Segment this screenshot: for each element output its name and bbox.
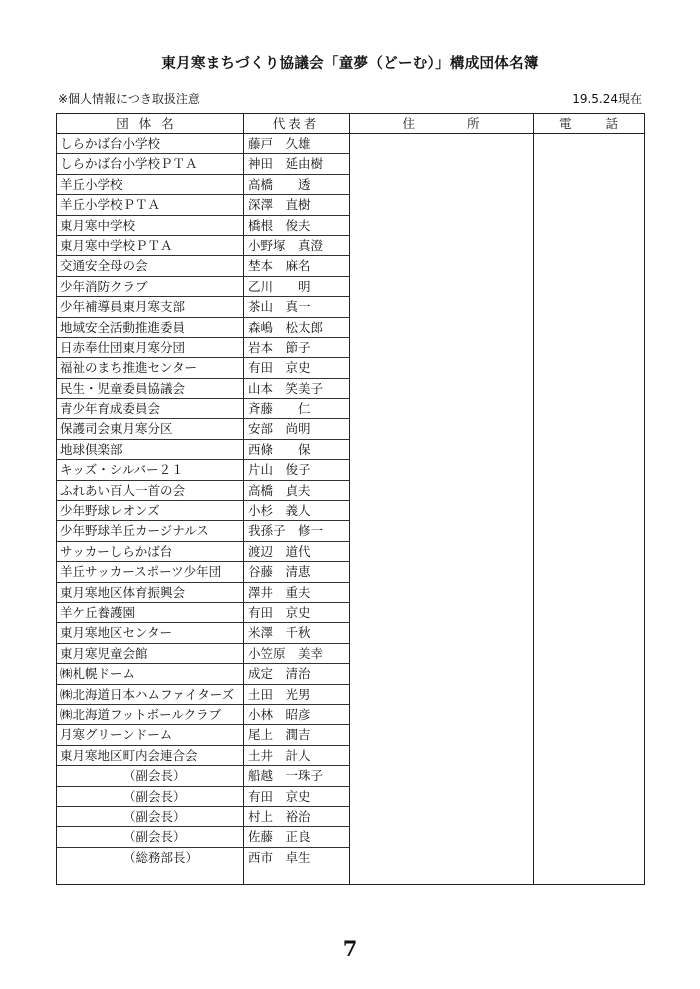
table-row	[57, 664, 349, 684]
organization-name: 東月寒児童会館	[60, 645, 148, 661]
representative-name: 尾上 潤吉	[248, 727, 311, 743]
table-row	[57, 460, 349, 480]
representative-name: 高橋 透	[248, 176, 311, 192]
organization-name: 地域安全活動推進委員	[60, 319, 186, 335]
representative-name: 佐藤 正良	[248, 829, 311, 845]
organization-name: 月寒グリーンドーム	[60, 727, 173, 743]
organization-name: 民生・児童委員協議会	[60, 380, 186, 396]
organization-name: 地球倶楽部	[60, 441, 123, 457]
organization-name: 東月寒地区体育振興会	[60, 584, 186, 600]
representative-name: 小笠原 美幸	[248, 645, 324, 661]
organization-name: サッカーしらかば台	[60, 543, 173, 559]
privacy-note: ※個人情報につき取扱注意	[58, 92, 200, 106]
table-row	[57, 318, 349, 338]
header-representative: 代表者	[272, 116, 320, 131]
table-row	[57, 379, 349, 399]
table-row	[57, 256, 349, 276]
representative-name: 小杉 義人	[248, 503, 311, 519]
organization-name: 羊ケ丘養護園	[60, 604, 136, 620]
table-row	[57, 827, 349, 847]
organization-name: ㈱北海道フットボールクラブ	[60, 706, 222, 722]
table-row	[57, 644, 349, 664]
table-row	[57, 623, 349, 643]
table-row	[57, 685, 349, 705]
representative-name: 我孫子 修一	[248, 523, 324, 539]
representative-name: 神田 延由樹	[248, 156, 324, 172]
table-row	[57, 725, 349, 745]
representative-name: 小野塚 真澄	[248, 237, 324, 253]
representative-name: 西市 卓生	[248, 849, 311, 865]
organization-name: 東月寒地区センター	[60, 625, 173, 641]
page-number: 7	[342, 936, 358, 961]
representative-name: 茶山 真一	[248, 299, 311, 315]
organization-name: （総務部長）	[123, 849, 199, 865]
organization-name: ㈱札幌ドーム	[60, 666, 136, 682]
organization-name: 少年補導員東月寒支部	[60, 299, 186, 315]
representative-name: 乙川 明	[248, 278, 311, 294]
representative-name: 有田 京史	[248, 360, 311, 376]
organization-name: 少年野球レオンズ	[60, 503, 160, 519]
representative-name: 澤井 重夫	[248, 584, 311, 600]
representative-name: 米澤 千秋	[248, 625, 311, 641]
organization-name: 羊丘小学校	[60, 176, 123, 192]
organization-name: しらかば台小学校ＰＴＡ	[60, 156, 198, 172]
table-row	[57, 501, 349, 521]
organization-name: 青少年育成委員会	[60, 401, 161, 417]
representative-name: 有田 京史	[248, 788, 311, 804]
representative-name: 片山 俊子	[248, 462, 311, 478]
table-row	[57, 440, 349, 460]
representative-name: 深澤 直樹	[248, 197, 311, 213]
organization-name: 福祉のまち推進センター	[60, 360, 198, 376]
member-table	[56, 113, 645, 885]
representative-name: 渡辺 道代	[248, 543, 311, 559]
header-address: 住 所	[402, 116, 480, 131]
table-row	[57, 358, 349, 378]
table-row	[57, 216, 349, 236]
representative-name: 斉藤 仁	[248, 401, 311, 417]
organization-name: 交通安全母の会	[60, 258, 148, 274]
representative-name: 谷藤 清恵	[248, 564, 311, 580]
organization-name: 東月寒地区町内会連合会	[60, 747, 198, 763]
as-of-date: 19.5.24現在	[572, 92, 642, 106]
representative-name: 村上 裕治	[248, 808, 311, 824]
table-row	[57, 195, 349, 215]
representative-name: 森嶋 松太郎	[248, 319, 324, 335]
organization-name: しらかば台小学校	[60, 136, 161, 151]
organization-name: ㈱北海道日本ハムファイターズ	[60, 686, 235, 702]
table-row	[57, 277, 349, 297]
table-row	[57, 705, 349, 725]
table-row	[57, 236, 349, 256]
organization-name: キッズ・シルバー２１	[60, 462, 184, 478]
table-row	[57, 175, 349, 195]
table-row	[57, 603, 349, 623]
organization-name: 保護司会東月寒分区	[60, 421, 173, 437]
table-row	[57, 807, 349, 827]
table-row	[57, 338, 349, 358]
organization-name: ふれあい百人一首の会	[60, 482, 186, 498]
representative-name: 土田 光男	[248, 686, 311, 702]
column-divider	[349, 114, 350, 884]
table-row	[57, 583, 349, 603]
representative-name: 埜本 麻名	[248, 258, 311, 274]
organization-name: 少年野球羊丘カージナルス	[60, 523, 209, 539]
organization-name: 東月寒中学校	[60, 217, 136, 233]
table-row	[57, 297, 349, 317]
table-row	[57, 134, 349, 154]
organization-name: 羊丘小学校ＰＴＡ	[60, 197, 161, 213]
table-header	[57, 114, 644, 134]
organization-name: 羊丘サッカースポーツ少年団	[60, 564, 222, 580]
representative-name: 有田 京史	[248, 604, 311, 620]
table-row	[57, 787, 349, 807]
column-divider	[533, 114, 534, 884]
table-body	[57, 134, 349, 868]
representative-name: 安部 尚明	[248, 421, 311, 437]
representative-name: 岩本 節子	[248, 339, 311, 355]
representative-name: 小林 昭彦	[248, 706, 311, 722]
table-row	[57, 542, 349, 562]
representative-name: 藤戸 久雄	[248, 136, 311, 151]
organization-name: （副会長）	[123, 788, 186, 804]
representative-name: 土井 計人	[248, 747, 311, 763]
page-title: 東月寒まちづくり協議会「童夢（どーむ）」構成団体名簿	[161, 56, 539, 72]
table-row	[57, 848, 349, 868]
header-organization: 団体名	[116, 116, 184, 131]
representative-name: 西條 保	[248, 441, 311, 457]
table-row	[57, 746, 349, 766]
representative-name: 橋根 俊夫	[248, 217, 311, 233]
representative-name: 山本 笑美子	[248, 380, 324, 396]
organization-name: 日赤奉仕団東月寒分団	[60, 339, 186, 355]
table-row	[57, 154, 349, 174]
representative-name: 船越 一珠子	[248, 768, 324, 784]
table-row	[57, 766, 349, 786]
header-phone: 電 話	[559, 116, 618, 131]
table-row	[57, 419, 349, 439]
table-row	[57, 521, 349, 541]
representative-name: 高橋 貞夫	[248, 482, 311, 498]
organization-name: 少年消防クラブ	[60, 278, 148, 294]
organization-name: （副会長）	[123, 768, 186, 784]
table-row	[57, 399, 349, 419]
organization-name: 東月寒中学校ＰＴＡ	[60, 237, 173, 253]
representative-name: 成定 清治	[248, 666, 311, 682]
table-row	[57, 562, 349, 582]
organization-name: （副会長）	[123, 808, 186, 824]
organization-name: （副会長）	[123, 829, 186, 845]
table-row	[57, 481, 349, 501]
